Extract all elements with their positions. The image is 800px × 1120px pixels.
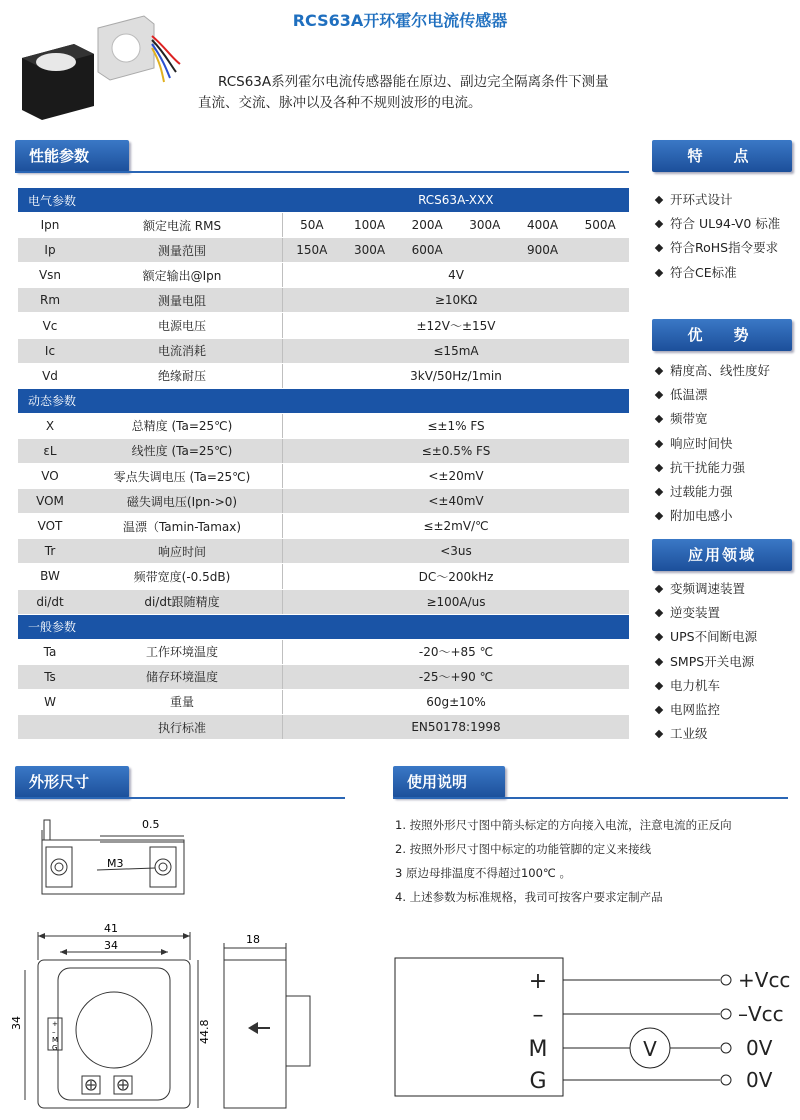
dim-41: 41 [104, 922, 118, 935]
row-symbol: Vsn [18, 263, 82, 288]
diamond-bullet-icon [655, 439, 663, 447]
row-name: 绝缘耐压 [82, 363, 283, 388]
table-row [18, 564, 629, 589]
intro-line-2: 直流、交流、脉冲以及各种不规则波形的电流。 [198, 95, 482, 111]
intro-line-1: RCS63A系列霍尔电流传感器能在原边、副边完全隔离条件下测量 [218, 74, 609, 90]
dim-34-width: 34 [104, 939, 118, 952]
advantage-text: 响应时间快 [670, 435, 733, 451]
list-item [652, 407, 792, 431]
row-name: 额定输出@Ipn [82, 263, 283, 288]
row-value: DC～200kHz [283, 564, 630, 589]
row-value: ≥100A/us [283, 589, 630, 614]
row-symbol: VOT [18, 514, 82, 539]
dynamic-header: 动态参数 [18, 388, 629, 413]
application-text: 变频调速装置 [670, 581, 746, 596]
diamond-bullet-icon [655, 268, 663, 276]
product-photo [14, 6, 184, 121]
table-row [18, 413, 629, 438]
diamond-bullet-icon [655, 415, 663, 423]
ip-value: 900A [526, 243, 559, 258]
voltmeter-label: V [643, 1037, 657, 1061]
general-header: 一般参数 [18, 614, 629, 639]
section-usage: 使用说明 [393, 766, 505, 798]
ipn-value: 500A [584, 218, 616, 233]
list-item [652, 456, 792, 480]
row-name: 线性度 (Ta=25℃) [82, 438, 283, 463]
table-row [18, 213, 629, 238]
ip-value: 300A [353, 243, 386, 258]
row-name: 频带宽度(-0.5dB) [82, 564, 283, 589]
row-symbol: Ip [18, 238, 82, 263]
advantage-text: 过载能力强 [670, 483, 733, 499]
table-row [18, 639, 629, 664]
pin-label: M [52, 1036, 59, 1044]
row-value: -25～+90 ℃ [283, 664, 630, 689]
list-item [652, 359, 792, 383]
features-panel [652, 140, 792, 285]
diamond-bullet-icon [655, 730, 663, 738]
list-item [652, 601, 792, 625]
row-symbol: Ts [18, 664, 82, 689]
section-applications: 应用领域 [652, 539, 792, 571]
list-item [652, 212, 792, 236]
row-name: 电流消耗 [82, 338, 283, 363]
row-name: 额定电流 RMS [82, 213, 283, 238]
pin-m: M [528, 1037, 548, 1062]
applications-list [652, 577, 792, 746]
row-name: 温漂（Tamin-Tamax) [82, 514, 283, 539]
divider [393, 797, 788, 799]
diamond-bullet-icon [655, 512, 663, 520]
row-value: EN50178:1998 [283, 714, 630, 739]
list-item [652, 625, 792, 649]
feature-text: 符合RoHS指令要求 [670, 240, 779, 256]
application-text: UPS不间断电源 [670, 629, 758, 645]
ipn-value: 300A [469, 218, 501, 233]
dim-44.8: 44.8 [198, 1019, 211, 1044]
model-name: RCS63A-XXX [283, 188, 630, 213]
diamond-bullet-icon [655, 609, 663, 617]
pin-g: G [529, 1069, 547, 1094]
row-symbol: BW [18, 564, 82, 589]
advantage-text: 精度高、线性度好 [670, 363, 771, 378]
table-row [18, 514, 629, 539]
pin-label: – [52, 1028, 56, 1036]
terminal-0v: 0V [746, 1068, 773, 1092]
features-list [652, 188, 792, 285]
advantage-text: 低温漂 [670, 387, 708, 403]
list-item [652, 650, 792, 674]
row-value: 60g±10% [283, 689, 630, 714]
diamond-bullet-icon [655, 391, 663, 399]
list-item [652, 722, 792, 746]
table-row [18, 589, 629, 614]
row-name: di/dt跟随精度 [82, 589, 283, 614]
section-performance: 性能参数 [15, 140, 129, 172]
table-row [18, 238, 629, 263]
table-header-electrical [18, 188, 629, 213]
advantages-panel [652, 319, 792, 528]
spec-table [18, 188, 629, 740]
row-symbol: Ic [18, 338, 82, 363]
list-item [652, 383, 792, 407]
diamond-bullet-icon [655, 488, 663, 496]
row-name: 储存环境温度 [82, 664, 283, 689]
ip-value: 150A [296, 243, 328, 258]
terminal-plus-vcc: +Vcc [738, 968, 791, 992]
diamond-bullet-icon [655, 682, 663, 690]
advantages-list [652, 359, 792, 528]
section-features: 特 点 [652, 140, 792, 172]
advantage-text: 附加电感小 [670, 508, 733, 524]
ip-value [571, 243, 629, 257]
table-row [18, 689, 629, 714]
usage-item: 4. 上述参数为标准规格，我司可按客户要求定制产品 [395, 890, 663, 904]
table-row [18, 363, 629, 388]
divider [15, 171, 629, 173]
usage-list [395, 818, 790, 914]
usage-item: 3 原边母排温度不得超过100℃ 。 [395, 866, 571, 880]
row-symbol: Vd [18, 363, 82, 388]
row-symbol: Rm [18, 288, 82, 313]
row-value: <±40mV [283, 489, 630, 514]
row-value: -20～+85 ℃ [283, 639, 630, 664]
ipn-value: 100A [353, 218, 386, 233]
ipn-value: 400A [526, 218, 559, 233]
row-value: ≤15mA [283, 338, 630, 363]
applications-panel [652, 539, 792, 746]
diamond-bullet-icon [655, 220, 663, 228]
table-row [18, 464, 629, 489]
row-value: <±20mV [283, 464, 630, 489]
table-row [18, 338, 629, 363]
dim-m3: M3 [107, 857, 124, 870]
terminal-0v: 0V [746, 1036, 773, 1060]
row-name: 磁失调电压(Ipn->0) [82, 489, 283, 514]
row-value: ≤±2mV/℃ [283, 514, 630, 539]
feature-text: 开环式设计 [670, 192, 733, 207]
diamond-bullet-icon [655, 633, 663, 641]
diamond-bullet-icon [655, 585, 663, 593]
list-item [652, 674, 792, 698]
application-text: 逆变装置 [670, 605, 721, 621]
row-value: 4V [283, 263, 630, 288]
table-row [18, 263, 629, 288]
row-name: 响应时间 [82, 539, 283, 564]
ip-values [283, 238, 630, 263]
row-value: <3us [283, 539, 630, 564]
pin-plus: + [528, 969, 548, 994]
ipn-value: 50A [300, 218, 324, 233]
row-name: 执行标准 [82, 714, 283, 739]
wiring-diagram [390, 950, 795, 1110]
table-row [18, 438, 629, 463]
table-row [18, 489, 629, 514]
row-symbol [18, 714, 82, 739]
pin-minus: – [532, 1003, 544, 1028]
section-advantages: 优 势 [652, 319, 792, 351]
row-name: 零点失调电压 (Ta=25℃) [82, 464, 283, 489]
table-header-dynamic [18, 388, 629, 413]
usage-item: 1. 按照外形尺寸图中箭头标定的方向接入电流，注意电流的正反向 [395, 818, 732, 832]
application-text: 电力机车 [670, 677, 721, 693]
row-value: ≤±1% FS [283, 413, 630, 438]
table-header-general [18, 614, 629, 639]
row-symbol: Ta [18, 639, 82, 664]
row-value: 3kV/50Hz/1min [283, 363, 630, 388]
diamond-bullet-icon [655, 367, 663, 375]
advantage-text: 抗干扰能力强 [670, 459, 746, 475]
row-symbol: Ipn [18, 213, 82, 238]
ipn-values [283, 213, 630, 238]
list-item [652, 698, 792, 722]
usage-item: 2. 按照外形尺寸图中标定的功能管脚的定义来接线 [395, 842, 652, 856]
dim-34-height: 34 [10, 1016, 23, 1030]
diamond-bullet-icon [655, 244, 663, 252]
table-row [18, 539, 629, 564]
row-symbol: X [18, 413, 82, 438]
table-row [18, 288, 629, 313]
row-name: 电源电压 [82, 313, 283, 338]
row-symbol: Tr [18, 539, 82, 564]
intro-text [198, 72, 638, 114]
list-item [652, 577, 792, 601]
list-item [652, 432, 792, 456]
row-symbol: VOM [18, 489, 82, 514]
list-item [652, 236, 792, 260]
application-text: 工业级 [670, 726, 708, 742]
list-item [652, 261, 792, 285]
dim-18: 18 [246, 933, 260, 946]
feature-text: 符合CE标准 [670, 264, 737, 280]
electrical-header: 电气参数 [18, 188, 283, 213]
table-row [18, 714, 629, 739]
row-name: 测量电阻 [82, 288, 283, 313]
page-title: RCS63A开环霍尔电流传感器 [292, 11, 508, 30]
row-name: 工作环境温度 [82, 639, 283, 664]
diamond-bullet-icon [655, 196, 663, 204]
diamond-bullet-icon [655, 657, 663, 665]
feature-text: 符合 UL94-V0 标准 [670, 216, 781, 232]
divider [15, 797, 345, 799]
row-value: ±12V～±15V [283, 313, 630, 338]
table-row [18, 313, 629, 338]
row-name: 总精度 (Ta=25℃) [82, 413, 283, 438]
ipn-value: 200A [411, 218, 443, 233]
ip-value: 600A [411, 243, 443, 258]
application-text: 电网监控 [670, 701, 721, 717]
list-item [652, 480, 792, 504]
row-value: ≤±0.5% FS [283, 438, 630, 463]
row-symbol: di/dt [18, 589, 82, 614]
row-symbol: W [18, 689, 82, 714]
section-dimensions: 外形尺寸 [15, 766, 129, 798]
application-text: SMPS开关电源 [670, 653, 755, 669]
list-item [652, 188, 792, 212]
row-name: 测量范围 [82, 238, 283, 263]
pin-label: G [52, 1044, 58, 1052]
row-symbol: εL [18, 438, 82, 463]
diamond-bullet-icon [655, 706, 663, 714]
diamond-bullet-icon [655, 464, 663, 472]
outline-drawing [0, 800, 345, 1118]
row-name: 重量 [82, 689, 283, 714]
row-value: ≥10KΩ [283, 288, 630, 313]
row-symbol: Vc [18, 313, 82, 338]
ip-value [456, 243, 514, 257]
dim-0.5: 0.5 [142, 818, 160, 831]
advantage-text: 频带宽 [670, 411, 708, 427]
list-item [652, 504, 792, 528]
pin-label: + [52, 1020, 58, 1028]
terminal-minus-vcc: –Vcc [738, 1002, 784, 1026]
row-symbol: VO [18, 464, 82, 489]
table-row [18, 664, 629, 689]
